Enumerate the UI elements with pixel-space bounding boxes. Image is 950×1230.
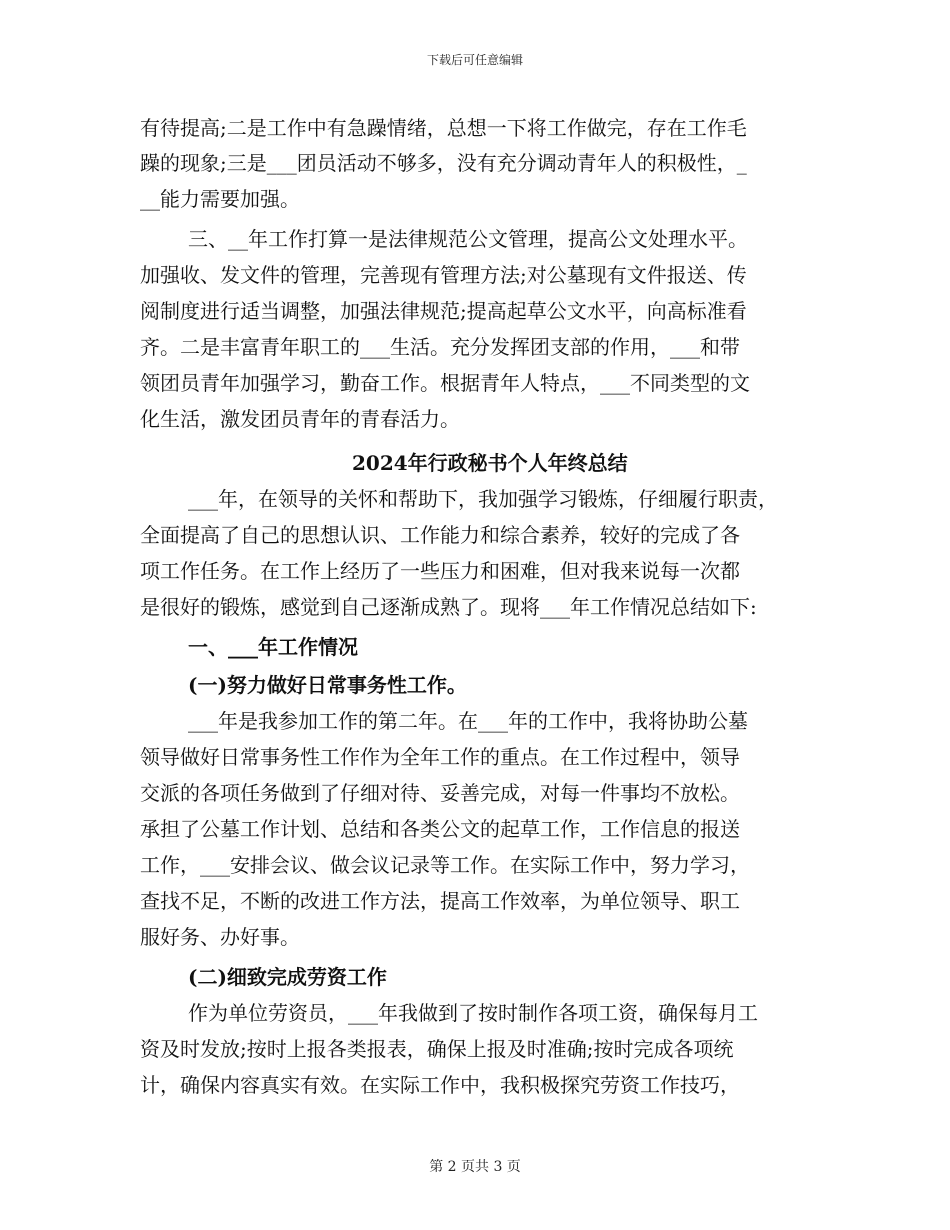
- page-footer: 第 2 页共 3 页: [429, 1159, 521, 1175]
- page-header: 下载后可任意编辑: [426, 53, 523, 67]
